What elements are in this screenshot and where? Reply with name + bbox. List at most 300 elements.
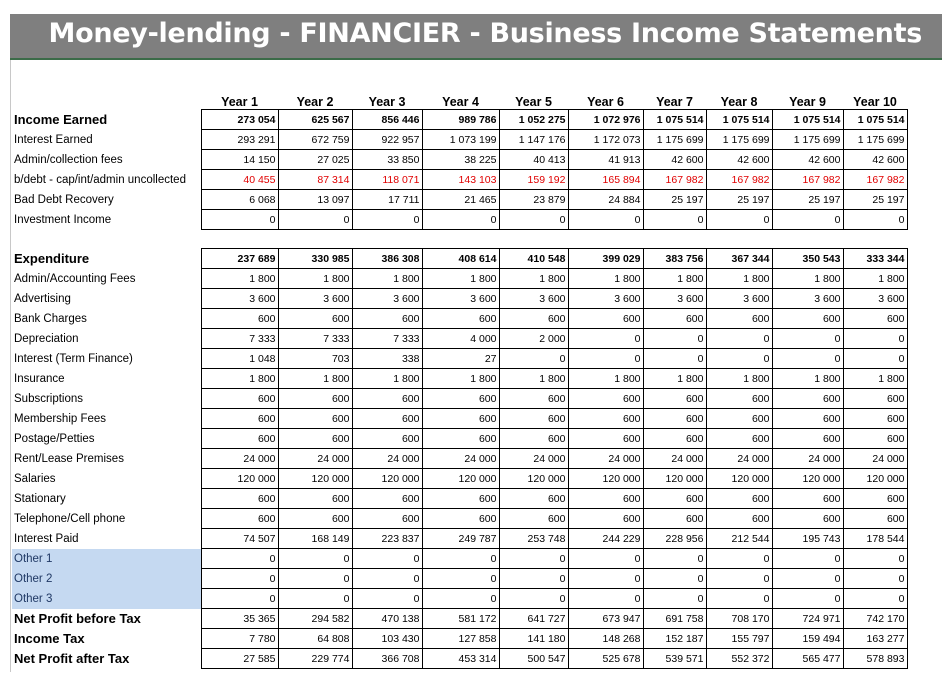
cell-admin-accounting-fees-year-3[interactable]: 1 800 [352,269,422,289]
table-row [12,210,907,230]
cell-bad-debt-recovery-year-8[interactable]: 25 197 [706,190,772,210]
spacer-cell [706,230,772,249]
year-header-4: Year 4 [442,95,479,109]
cell-net-profit-after-tax-year-1[interactable]: 27 585 [201,649,278,669]
cell-admin-accounting-fees-year-2[interactable]: 1 800 [278,269,352,289]
cell-net-profit-after-tax-year-6[interactable]: 525 678 [568,649,643,669]
cell-depreciation-year-1[interactable]: 7 333 [201,329,278,349]
cell-stationary-year-9[interactable]: 600 [772,489,843,509]
cell-depreciation-year-5[interactable]: 2 000 [499,329,568,349]
cell-other-2-year-4[interactable]: 0 [422,569,499,589]
cell-bank-charges-year-2[interactable]: 600 [278,309,352,329]
row-label-net-profit-before-tax: Net Profit before Tax [14,611,141,626]
cell-membership-fees-year-2[interactable]: 600 [278,409,352,429]
cell-telephone-cell-phone-year-4[interactable]: 600 [422,509,499,529]
cell-subscriptions-year-6[interactable]: 600 [568,389,643,409]
cell-investment-income-year-3[interactable]: 0 [352,210,422,230]
cell-other-3-year-7[interactable]: 0 [643,589,706,609]
cell-bank-charges-year-1[interactable]: 600 [201,309,278,329]
cell-membership-fees-year-8[interactable]: 600 [706,409,772,429]
cell-b-debt-cap-int-admin-uncollected-year-4[interactable]: 143 103 [422,170,499,190]
cell-membership-fees-year-1[interactable]: 600 [201,409,278,429]
cell-other-1-year-4[interactable]: 0 [422,549,499,569]
cell-rent-lease-premises-year-2[interactable]: 24 000 [278,449,352,469]
cell-net-profit-before-tax-year-10[interactable]: 742 170 [843,609,907,629]
cell-other-3-year-4[interactable]: 0 [422,589,499,609]
row-label-postage-petties: Postage/Petties [14,432,95,445]
cell-depreciation-year-8[interactable]: 0 [706,329,772,349]
table-row [12,529,907,549]
cell-bank-charges-year-5[interactable]: 600 [499,309,568,329]
cell-telephone-cell-phone-year-1[interactable]: 600 [201,509,278,529]
cell-income-earned-year-8[interactable]: 1 075 514 [706,110,772,130]
year-header-8: Year 8 [720,95,758,109]
cell-salaries-year-5[interactable]: 120 000 [499,469,568,489]
cell-salaries-year-3[interactable]: 120 000 [352,469,422,489]
cell-admin-accounting-fees-year-10[interactable]: 1 800 [843,269,907,289]
cell-salaries-year-10[interactable]: 120 000 [843,469,907,489]
cell-investment-income-year-4[interactable]: 0 [422,210,499,230]
cell-bank-charges-year-3[interactable]: 600 [352,309,422,329]
cell-insurance-year-2[interactable]: 1 800 [278,369,352,389]
row-label-membership-fees: Membership Fees [14,412,107,425]
cell-advertising-year-7[interactable]: 3 600 [643,289,706,309]
cell-salaries-year-8[interactable]: 120 000 [706,469,772,489]
cell-subscriptions-year-7[interactable]: 600 [643,389,706,409]
cell-bank-charges-year-9[interactable]: 600 [772,309,843,329]
cell-net-profit-after-tax-year-7[interactable]: 539 571 [643,649,706,669]
cell-b-debt-cap-int-admin-uncollected-year-1[interactable]: 40 455 [201,170,278,190]
cell-bad-debt-recovery-year-7[interactable]: 25 197 [643,190,706,210]
cell-net-profit-before-tax-year-2[interactable]: 294 582 [278,609,352,629]
cell-interest-term-finance-year-3[interactable]: 338 [352,349,422,369]
cell-b-debt-cap-int-admin-uncollected-year-2[interactable]: 87 314 [278,170,352,190]
cell-insurance-year-3[interactable]: 1 800 [352,369,422,389]
cell-interest-term-finance-year-4[interactable]: 27 [422,349,499,369]
cell-other-3-year-2[interactable]: 0 [278,589,352,609]
cell-investment-income-year-7[interactable]: 0 [643,210,706,230]
cell-admin-accounting-fees-year-5[interactable]: 1 800 [499,269,568,289]
cell-advertising-year-1[interactable]: 3 600 [201,289,278,309]
cell-other-1-year-5[interactable]: 0 [499,549,568,569]
cell-advertising-year-8[interactable]: 3 600 [706,289,772,309]
cell-interest-term-finance-year-10[interactable]: 0 [843,349,907,369]
cell-other-2-year-6[interactable]: 0 [568,569,643,589]
cell-interest-term-finance-year-5[interactable]: 0 [499,349,568,369]
cell-interest-term-finance-year-9[interactable]: 0 [772,349,843,369]
cell-salaries-year-9[interactable]: 120 000 [772,469,843,489]
cell-salaries-year-2[interactable]: 120 000 [278,469,352,489]
cell-expenditure-year-9[interactable]: 350 543 [772,249,843,269]
cell-other-3-year-1[interactable]: 0 [201,589,278,609]
cell-bank-charges-year-6[interactable]: 600 [568,309,643,329]
cell-postage-petties-year-8[interactable]: 600 [706,429,772,449]
cell-subscriptions-year-4[interactable]: 600 [422,389,499,409]
cell-net-profit-after-tax-year-4[interactable]: 453 314 [422,649,499,669]
cell-interest-earned-year-8[interactable]: 1 175 699 [706,130,772,150]
cell-rent-lease-premises-year-3[interactable]: 24 000 [352,449,422,469]
cell-admin-collection-fees-year-7[interactable]: 42 600 [643,150,706,170]
cell-admin-collection-fees-year-8[interactable]: 42 600 [706,150,772,170]
cell-interest-earned-year-3[interactable]: 922 957 [352,130,422,150]
cell-interest-paid-year-2[interactable]: 168 149 [278,529,352,549]
cell-net-profit-after-tax-year-5[interactable]: 500 547 [499,649,568,669]
cell-net-profit-before-tax-year-5[interactable]: 641 727 [499,609,568,629]
cell-interest-earned-year-4[interactable]: 1 073 199 [422,130,499,150]
cell-postage-petties-year-1[interactable]: 600 [201,429,278,449]
cell-b-debt-cap-int-admin-uncollected-year-9[interactable]: 167 982 [772,170,843,190]
cell-other-3-year-5[interactable]: 0 [499,589,568,609]
cell-investment-income-year-6[interactable]: 0 [568,210,643,230]
table-row [12,309,907,329]
cell-insurance-year-9[interactable]: 1 800 [772,369,843,389]
cell-telephone-cell-phone-year-5[interactable]: 600 [499,509,568,529]
cell-membership-fees-year-9[interactable]: 600 [772,409,843,429]
row-label-stationary: Stationary [14,492,66,505]
cell-other-1-year-8[interactable]: 0 [706,549,772,569]
cell-membership-fees-year-6[interactable]: 600 [568,409,643,429]
cell-other-2-year-1[interactable]: 0 [201,569,278,589]
cell-depreciation-year-2[interactable]: 7 333 [278,329,352,349]
cell-income-earned-year-2[interactable]: 625 567 [278,110,352,130]
cell-other-3-year-6[interactable]: 0 [568,589,643,609]
cell-rent-lease-premises-year-1[interactable]: 24 000 [201,449,278,469]
row-label-other-1[interactable]: Other 1 [12,549,201,569]
cell-interest-paid-year-6[interactable]: 244 229 [568,529,643,549]
cell-postage-petties-year-3[interactable]: 600 [352,429,422,449]
cell-expenditure-year-2[interactable]: 330 985 [278,249,352,269]
cell-other-2-year-3[interactable]: 0 [352,569,422,589]
cell-stationary-year-1[interactable]: 600 [201,489,278,509]
cell-income-tax-year-5[interactable]: 141 180 [499,629,568,649]
cell-telephone-cell-phone-year-3[interactable]: 600 [352,509,422,529]
cell-interest-paid-year-1[interactable]: 74 507 [201,529,278,549]
cell-other-1-year-2[interactable]: 0 [278,549,352,569]
cell-bad-debt-recovery-year-1[interactable]: 6 068 [201,190,278,210]
cell-advertising-year-9[interactable]: 3 600 [772,289,843,309]
cell-other-1-year-10[interactable]: 0 [843,549,907,569]
cell-net-profit-before-tax-year-3[interactable]: 470 138 [352,609,422,629]
cell-rent-lease-premises-year-10[interactable]: 24 000 [843,449,907,469]
total-row-net-profit-after-tax [12,649,907,669]
cell-other-1-year-7[interactable]: 0 [643,549,706,569]
cell-stationary-year-10[interactable]: 600 [843,489,907,509]
cell-depreciation-year-7[interactable]: 0 [643,329,706,349]
cell-postage-petties-year-10[interactable]: 600 [843,429,907,449]
cell-net-profit-before-tax-year-7[interactable]: 691 758 [643,609,706,629]
cell-membership-fees-year-7[interactable]: 600 [643,409,706,429]
cell-advertising-year-2[interactable]: 3 600 [278,289,352,309]
cell-investment-income-year-1[interactable]: 0 [201,210,278,230]
cell-rent-lease-premises-year-6[interactable]: 24 000 [568,449,643,469]
cell-expenditure-year-8[interactable]: 367 344 [706,249,772,269]
cell-other-3-year-10[interactable]: 0 [843,589,907,609]
cell-admin-collection-fees-year-10[interactable]: 42 600 [843,150,907,170]
cell-advertising-year-10[interactable]: 3 600 [843,289,907,309]
cell-subscriptions-year-5[interactable]: 600 [499,389,568,409]
cell-rent-lease-premises-year-7[interactable]: 24 000 [643,449,706,469]
cell-telephone-cell-phone-year-9[interactable]: 600 [772,509,843,529]
cell-bad-debt-recovery-year-10[interactable]: 25 197 [843,190,907,210]
cell-bank-charges-year-8[interactable]: 600 [706,309,772,329]
cell-income-tax-year-1[interactable]: 7 780 [201,629,278,649]
cell-membership-fees-year-3[interactable]: 600 [352,409,422,429]
cell-subscriptions-year-8[interactable]: 600 [706,389,772,409]
cell-b-debt-cap-int-admin-uncollected-year-5[interactable]: 159 192 [499,170,568,190]
cell-admin-accounting-fees-year-4[interactable]: 1 800 [422,269,499,289]
table-row [12,589,907,609]
cell-stationary-year-8[interactable]: 600 [706,489,772,509]
cell-bad-debt-recovery-year-9[interactable]: 25 197 [772,190,843,210]
cell-stationary-year-4[interactable]: 600 [422,489,499,509]
cell-income-earned-year-1[interactable]: 273 054 [201,110,278,130]
cell-depreciation-year-6[interactable]: 0 [568,329,643,349]
year-header-7: Year 7 [656,95,693,109]
cell-other-1-year-6[interactable]: 0 [568,549,643,569]
cell-insurance-year-6[interactable]: 1 800 [568,369,643,389]
cell-interest-earned-year-5[interactable]: 1 147 176 [499,130,568,150]
cell-income-earned-year-5[interactable]: 1 052 275 [499,110,568,130]
cell-other-1-year-1[interactable]: 0 [201,549,278,569]
cell-bank-charges-year-4[interactable]: 600 [422,309,499,329]
cell-interest-term-finance-year-6[interactable]: 0 [568,349,643,369]
row-label-other-2[interactable]: Other 2 [12,569,201,589]
cell-salaries-year-4[interactable]: 120 000 [422,469,499,489]
cell-membership-fees-year-4[interactable]: 600 [422,409,499,429]
cell-expenditure-year-7[interactable]: 383 756 [643,249,706,269]
cell-bank-charges-year-10[interactable]: 600 [843,309,907,329]
cell-stationary-year-7[interactable]: 600 [643,489,706,509]
cell-interest-paid-year-8[interactable]: 212 544 [706,529,772,549]
cell-admin-accounting-fees-year-9[interactable]: 1 800 [772,269,843,289]
cell-subscriptions-year-9[interactable]: 600 [772,389,843,409]
cell-expenditure-year-3[interactable]: 386 308 [352,249,422,269]
cell-salaries-year-6[interactable]: 120 000 [568,469,643,489]
cell-net-profit-after-tax-year-2[interactable]: 229 774 [278,649,352,669]
cell-investment-income-year-5[interactable]: 0 [499,210,568,230]
cell-insurance-year-1[interactable]: 1 800 [201,369,278,389]
cell-investment-income-year-10[interactable]: 0 [843,210,907,230]
cell-net-profit-before-tax-year-1[interactable]: 35 365 [201,609,278,629]
cell-depreciation-year-10[interactable]: 0 [843,329,907,349]
cell-admin-collection-fees-year-1[interactable]: 14 150 [201,150,278,170]
cell-bad-debt-recovery-year-6[interactable]: 24 884 [568,190,643,210]
cell-net-profit-before-tax-year-4[interactable]: 581 172 [422,609,499,629]
cell-admin-accounting-fees-year-1[interactable]: 1 800 [201,269,278,289]
cell-income-tax-year-3[interactable]: 103 430 [352,629,422,649]
cell-expenditure-year-6[interactable]: 399 029 [568,249,643,269]
cell-b-debt-cap-int-admin-uncollected-year-8[interactable]: 167 982 [706,170,772,190]
cell-investment-income-year-2[interactable]: 0 [278,210,352,230]
cell-admin-collection-fees-year-5[interactable]: 40 413 [499,150,568,170]
cell-subscriptions-year-1[interactable]: 600 [201,389,278,409]
cell-net-profit-before-tax-year-9[interactable]: 724 971 [772,609,843,629]
cell-subscriptions-year-3[interactable]: 600 [352,389,422,409]
cell-admin-accounting-fees-year-8[interactable]: 1 800 [706,269,772,289]
cell-rent-lease-premises-year-5[interactable]: 24 000 [499,449,568,469]
cell-other-2-year-9[interactable]: 0 [772,569,843,589]
cell-telephone-cell-phone-year-2[interactable]: 600 [278,509,352,529]
cell-postage-petties-year-4[interactable]: 600 [422,429,499,449]
cell-other-3-year-8[interactable]: 0 [706,589,772,609]
cell-other-2-year-10[interactable]: 0 [843,569,907,589]
row-label-expenditure: Expenditure [14,251,90,266]
cell-b-debt-cap-int-admin-uncollected-year-7[interactable]: 167 982 [643,170,706,190]
cell-depreciation-year-4[interactable]: 4 000 [422,329,499,349]
cell-interest-term-finance-year-7[interactable]: 0 [643,349,706,369]
cell-rent-lease-premises-year-8[interactable]: 24 000 [706,449,772,469]
cell-b-debt-cap-int-admin-uncollected-year-6[interactable]: 165 894 [568,170,643,190]
spacer-cell [499,230,568,249]
cell-interest-earned-year-7[interactable]: 1 175 699 [643,130,706,150]
cell-insurance-year-8[interactable]: 1 800 [706,369,772,389]
cell-telephone-cell-phone-year-7[interactable]: 600 [643,509,706,529]
cell-interest-paid-year-7[interactable]: 228 956 [643,529,706,549]
cell-insurance-year-7[interactable]: 1 800 [643,369,706,389]
cell-postage-petties-year-6[interactable]: 600 [568,429,643,449]
cell-insurance-year-4[interactable]: 1 800 [422,369,499,389]
cell-other-1-year-3[interactable]: 0 [352,549,422,569]
cell-admin-collection-fees-year-6[interactable]: 41 913 [568,150,643,170]
cell-income-earned-year-4[interactable]: 989 786 [422,110,499,130]
cell-admin-collection-fees-year-3[interactable]: 33 850 [352,150,422,170]
cell-expenditure-year-5[interactable]: 410 548 [499,249,568,269]
cell-stationary-year-5[interactable]: 600 [499,489,568,509]
cell-interest-earned-year-6[interactable]: 1 172 073 [568,130,643,150]
cell-bad-debt-recovery-year-2[interactable]: 13 097 [278,190,352,210]
cell-rent-lease-premises-year-9[interactable]: 24 000 [772,449,843,469]
cell-income-earned-year-10[interactable]: 1 075 514 [843,110,907,130]
cell-advertising-year-6[interactable]: 3 600 [568,289,643,309]
cell-membership-fees-year-10[interactable]: 600 [843,409,907,429]
cell-interest-earned-year-9[interactable]: 1 175 699 [772,130,843,150]
cell-advertising-year-5[interactable]: 3 600 [499,289,568,309]
cell-net-profit-before-tax-year-6[interactable]: 673 947 [568,609,643,629]
cell-net-profit-before-tax-year-8[interactable]: 708 170 [706,609,772,629]
spacer-cell [772,230,843,249]
cell-advertising-year-4[interactable]: 3 600 [422,289,499,309]
table-row [12,569,907,589]
cell-postage-petties-year-9[interactable]: 600 [772,429,843,449]
cell-income-tax-year-7[interactable]: 152 187 [643,629,706,649]
cell-other-1-year-9[interactable]: 0 [772,549,843,569]
cell-interest-paid-year-10[interactable]: 178 544 [843,529,907,549]
cell-interest-term-finance-year-8[interactable]: 0 [706,349,772,369]
cell-rent-lease-premises-year-4[interactable]: 24 000 [422,449,499,469]
cell-interest-earned-year-2[interactable]: 672 759 [278,130,352,150]
row-label-investment-income: Investment Income [14,213,112,226]
cell-stationary-year-3[interactable]: 600 [352,489,422,509]
cell-admin-collection-fees-year-9[interactable]: 42 600 [772,150,843,170]
cell-admin-collection-fees-year-2[interactable]: 27 025 [278,150,352,170]
cell-telephone-cell-phone-year-8[interactable]: 600 [706,509,772,529]
cell-investment-income-year-9[interactable]: 0 [772,210,843,230]
cell-salaries-year-1[interactable]: 120 000 [201,469,278,489]
cell-investment-income-year-8[interactable]: 0 [706,210,772,230]
cell-bad-debt-recovery-year-5[interactable]: 23 879 [499,190,568,210]
cell-other-2-year-5[interactable]: 0 [499,569,568,589]
cell-postage-petties-year-5[interactable]: 600 [499,429,568,449]
cell-interest-earned-year-10[interactable]: 1 175 699 [843,130,907,150]
cell-net-profit-after-tax-year-9[interactable]: 565 477 [772,649,843,669]
cell-net-profit-after-tax-year-8[interactable]: 552 372 [706,649,772,669]
cell-telephone-cell-phone-year-6[interactable]: 600 [568,509,643,529]
cell-income-earned-year-7[interactable]: 1 075 514 [643,110,706,130]
cell-income-tax-year-2[interactable]: 64 808 [278,629,352,649]
cell-other-2-year-7[interactable]: 0 [643,569,706,589]
cell-expenditure-year-4[interactable]: 408 614 [422,249,499,269]
cell-interest-term-finance-year-1[interactable]: 1 048 [201,349,278,369]
income-earned-row [12,110,907,130]
row-label-other-3[interactable]: Other 3 [12,589,201,609]
cell-other-3-year-3[interactable]: 0 [352,589,422,609]
cell-expenditure-year-1[interactable]: 237 689 [201,249,278,269]
cell-interest-term-finance-year-2[interactable]: 703 [278,349,352,369]
cell-admin-accounting-fees-year-6[interactable]: 1 800 [568,269,643,289]
cell-admin-accounting-fees-year-7[interactable]: 1 800 [643,269,706,289]
cell-interest-paid-year-3[interactable]: 223 837 [352,529,422,549]
row-label-depreciation: Depreciation [14,332,79,345]
cell-bad-debt-recovery-year-4[interactable]: 21 465 [422,190,499,210]
cell-insurance-year-5[interactable]: 1 800 [499,369,568,389]
cell-subscriptions-year-2[interactable]: 600 [278,389,352,409]
cell-income-tax-year-6[interactable]: 148 268 [568,629,643,649]
cell-income-earned-year-3[interactable]: 856 446 [352,110,422,130]
cell-other-2-year-8[interactable]: 0 [706,569,772,589]
cell-income-earned-year-6[interactable]: 1 072 976 [568,110,643,130]
cell-other-3-year-9[interactable]: 0 [772,589,843,609]
cell-income-tax-year-9[interactable]: 159 494 [772,629,843,649]
cell-other-2-year-2[interactable]: 0 [278,569,352,589]
cell-salaries-year-7[interactable]: 120 000 [643,469,706,489]
year-header-2: Year 2 [296,95,334,109]
cell-income-tax-year-8[interactable]: 155 797 [706,629,772,649]
cell-b-debt-cap-int-admin-uncollected-year-10[interactable]: 167 982 [843,170,907,190]
cell-income-tax-year-10[interactable]: 163 277 [843,629,907,649]
cell-b-debt-cap-int-admin-uncollected-year-3[interactable]: 118 071 [352,170,422,190]
cell-postage-petties-year-2[interactable]: 600 [278,429,352,449]
cell-income-earned-year-9[interactable]: 1 075 514 [772,110,843,130]
cell-postage-petties-year-7[interactable]: 600 [643,429,706,449]
cell-advertising-year-3[interactable]: 3 600 [352,289,422,309]
cell-interest-paid-year-4[interactable]: 249 787 [422,529,499,549]
cell-subscriptions-year-10[interactable]: 600 [843,389,907,409]
cell-interest-paid-year-5[interactable]: 253 748 [499,529,568,549]
cell-bad-debt-recovery-year-3[interactable]: 17 711 [352,190,422,210]
cell-bank-charges-year-7[interactable]: 600 [643,309,706,329]
income-statement-table [12,90,908,669]
cell-net-profit-after-tax-year-3[interactable]: 366 708 [352,649,422,669]
cell-net-profit-after-tax-year-10[interactable]: 578 893 [843,649,907,669]
cell-stationary-year-6[interactable]: 600 [568,489,643,509]
table-row [12,150,907,170]
cell-admin-collection-fees-year-4[interactable]: 38 225 [422,150,499,170]
spacer-row [12,230,907,249]
cell-interest-earned-year-1[interactable]: 293 291 [201,130,278,150]
cell-income-tax-year-4[interactable]: 127 858 [422,629,499,649]
table-row [12,549,907,569]
cell-stationary-year-2[interactable]: 600 [278,489,352,509]
cell-depreciation-year-3[interactable]: 7 333 [352,329,422,349]
cell-depreciation-year-9[interactable]: 0 [772,329,843,349]
cell-interest-paid-year-9[interactable]: 195 743 [772,529,843,549]
cell-insurance-year-10[interactable]: 1 800 [843,369,907,389]
cell-membership-fees-year-5[interactable]: 600 [499,409,568,429]
sheet-title: Money-lending - FINANCIER - Business Income Statements [48,18,922,49]
spacer-cell [643,230,706,249]
cell-expenditure-year-10[interactable]: 333 344 [843,249,907,269]
cell-telephone-cell-phone-year-10[interactable]: 600 [843,509,907,529]
